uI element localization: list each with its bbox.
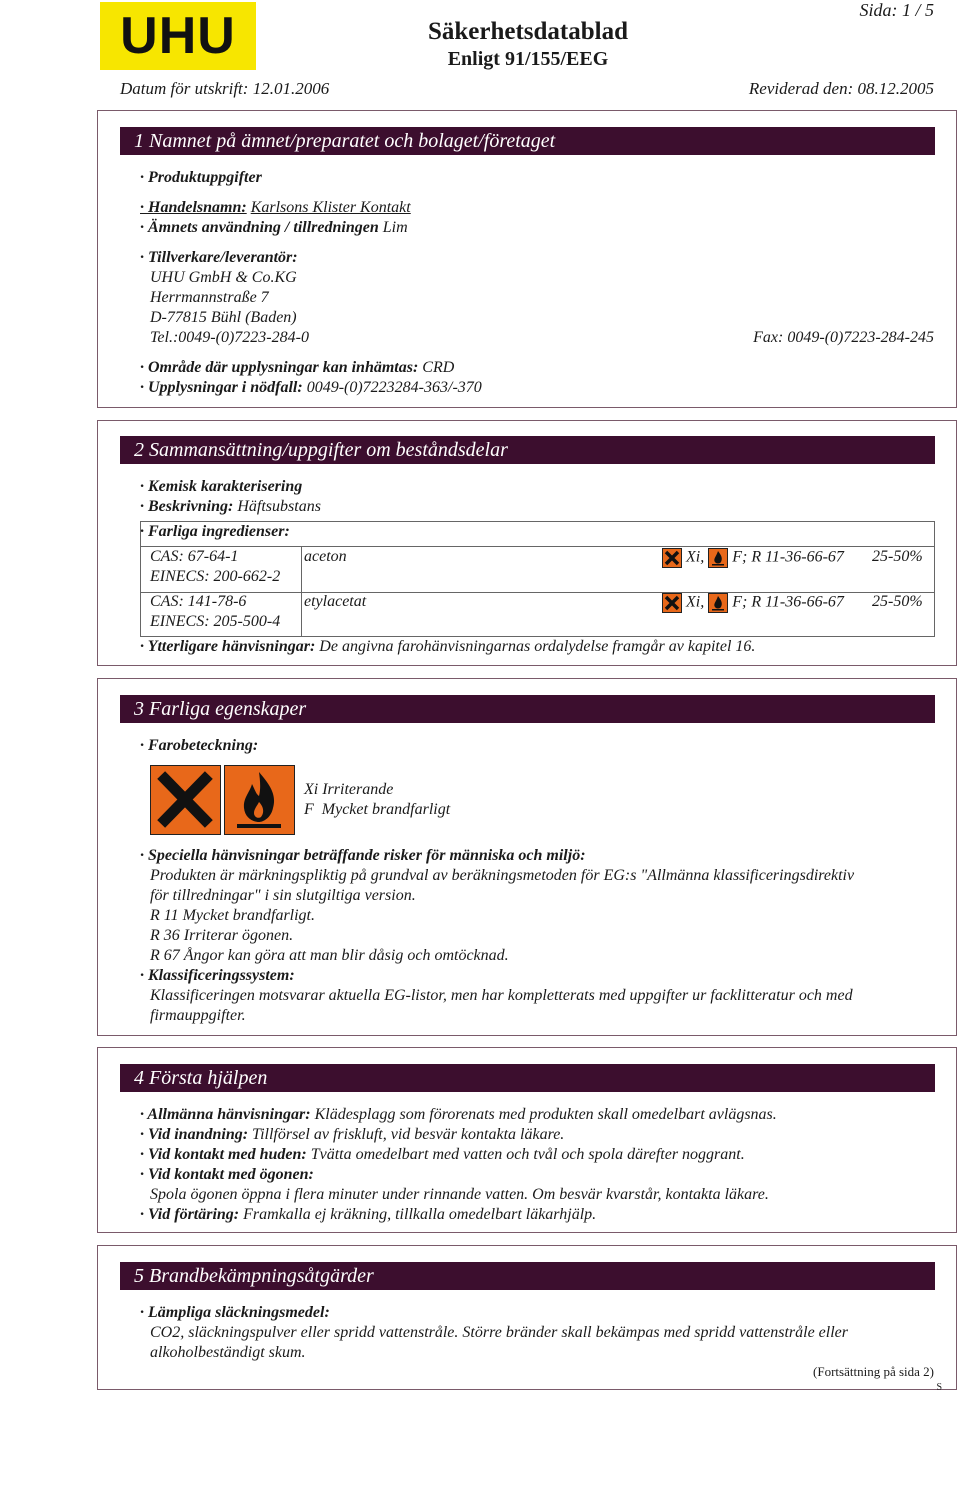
beskrivning-line: · Beskrivning: Häftsubstans: [140, 498, 321, 515]
omrade-line: · Område där upplysningar kan inhämtas: CRD: [140, 359, 455, 376]
uhu-logo: UHU: [100, 2, 256, 70]
xi-label: Xi Irriterande: [304, 781, 394, 798]
lampliga-line-1: CO2, släckningspulver eller spridd vattenstråle. Större bränder skall bekämpas med spridd vattenstråle eller: [150, 1324, 848, 1341]
klassificeringssystem: · Klassificeringssystem:: [140, 967, 295, 984]
lampliga-line-2: alkoholbeständigt skum.: [150, 1344, 306, 1361]
farliga-ingredienser: · Farliga ingredienser:: [140, 523, 290, 540]
r36: R 36 Irriterar ögonen.: [150, 927, 294, 944]
document-subtitle: Enligt 91/155/EEG: [447, 48, 609, 70]
row1-class: Xi, F; R 11-36-66-67: [662, 548, 844, 568]
row2-cas: CAS: 141-78-6: [150, 593, 247, 610]
flame-icon: [708, 548, 728, 568]
row2-class: Xi, F; R 11-36-66-67: [662, 593, 844, 613]
xi-hazard-symbol-icon: [150, 765, 221, 835]
inandning-line: · Vid inandning: Tillförsel av friskluft, vid besvär kontakta läkare.: [140, 1126, 565, 1143]
flame-hazard-symbol-icon: [224, 765, 295, 835]
fax: Fax: 0049-(0)7223-284-245: [753, 329, 934, 346]
spec-line-1: Produkten är märkningspliktig på grundval av beräkningsmetoden för EG:s "Allmänna klassificeringsdirektiv: [150, 867, 855, 884]
xi-cross-icon: [662, 548, 682, 568]
row2-einecs: EINECS: 205-500-4: [150, 613, 281, 630]
klass-line-1: Klassificeringen motsvarar aktuella EG-listor, men har kompletterats med uppgifter ur facklitteratur och med: [150, 987, 853, 1004]
xi-cross-icon: [662, 593, 682, 613]
ogonen-text: Spola ögonen öppna i flera minuter under rinnande vatten. Om besvär kvarstår, kontakta läkare.: [150, 1186, 769, 1203]
section-5-heading: 5 Brandbekämpningsåtgärder: [120, 1262, 935, 1290]
flame-icon: [708, 593, 728, 613]
address-line-3: D-77815 Bühl (Baden): [150, 309, 297, 326]
farobeteckning: · Farobeteckning:: [140, 737, 259, 754]
ogonen-label: · Vid kontakt med ögonen:: [140, 1166, 314, 1183]
section-3-heading: 3 Farliga egenskaper: [120, 695, 935, 723]
row1-einecs: EINECS: 200-662-2: [150, 568, 281, 585]
print-date: Datum för utskrift: 12.01.2006: [120, 79, 330, 98]
page-mark: S: [936, 1382, 942, 1393]
row1-cas: CAS: 67-64-1: [150, 548, 239, 565]
telephone: Tel.:0049-(0)7223-284-0: [150, 329, 309, 346]
page-number: Sida: 1 / 5: [859, 0, 934, 20]
handelsnamn-line: · Handelsnamn: Karlsons Klister Kontakt: [140, 199, 411, 216]
address-line-2: Herrmannstraße 7: [150, 289, 269, 306]
lampliga-label: · Lämpliga släckningsmedel:: [140, 1304, 330, 1321]
row2-name: etylacetat: [304, 593, 367, 610]
address-line-1: UHU GmbH & Co.KG: [150, 269, 297, 286]
r11: R 11 Mycket brandfarligt.: [150, 907, 315, 924]
continuation-note: (Fortsättning på sida 2): [813, 1364, 934, 1379]
f-label: F Mycket brandfarligt: [304, 801, 451, 818]
allmanna-line: · Allmänna hänvisningar: Klädesplagg som förorenats med produkten skall omedelbart avlägsnas.: [140, 1106, 777, 1123]
spec-line-2: för tillredningar" i sin slutgiltiga version.: [150, 887, 416, 904]
klass-line-2: firmauppgifter.: [150, 1007, 246, 1024]
row1-name: aceton: [304, 548, 347, 565]
section-4-heading: 4 Första hjälpen: [120, 1064, 935, 1092]
produktuppgifter: · Produktuppgifter: [140, 169, 262, 186]
section-1-heading: 1 Namnet på ämnet/preparatet och bolaget/företaget: [120, 127, 935, 155]
r67: R 67 Ångor kan göra att man blir dåsig och omtöcknad.: [150, 947, 509, 964]
fortaring-line: · Vid förtäring: Framkalla ej kräkning, tillkalla omedelbart läkarhjälp.: [140, 1206, 597, 1223]
tillverkare-label: · Tillverkare/leverantör:: [140, 249, 298, 266]
nodfall-line: · Upplysningar i nödfall: 0049-(0)7223284-363/-370: [140, 379, 482, 396]
anvandning-line: · Ämnets användning / tillredningen Lim: [140, 219, 408, 236]
huden-line: · Vid kontakt med huden: Tvätta omedelbart med vatten och tvål och spola därefter noggrant.: [140, 1146, 745, 1163]
speciella-hanvisningar: · Speciella hänvisningar beträffande risker för människa och miljö:: [140, 847, 586, 864]
document-title: Säkerhetsdatablad: [427, 18, 629, 45]
ytterligare-line: · Ytterligare hänvisningar: De angivna farohänvisningarnas ordalydelse framgår av kapitel 16.: [140, 638, 756, 655]
kemisk-karakterisering: · Kemisk karakterisering: [140, 478, 303, 495]
revised-date: Reviderad den: 08.12.2005: [748, 79, 934, 98]
row2-percent: 25-50%: [872, 593, 923, 610]
row1-percent: 25-50%: [872, 548, 923, 565]
section-2-heading: 2 Sammansättning/uppgifter om beståndsdelar: [120, 436, 935, 464]
